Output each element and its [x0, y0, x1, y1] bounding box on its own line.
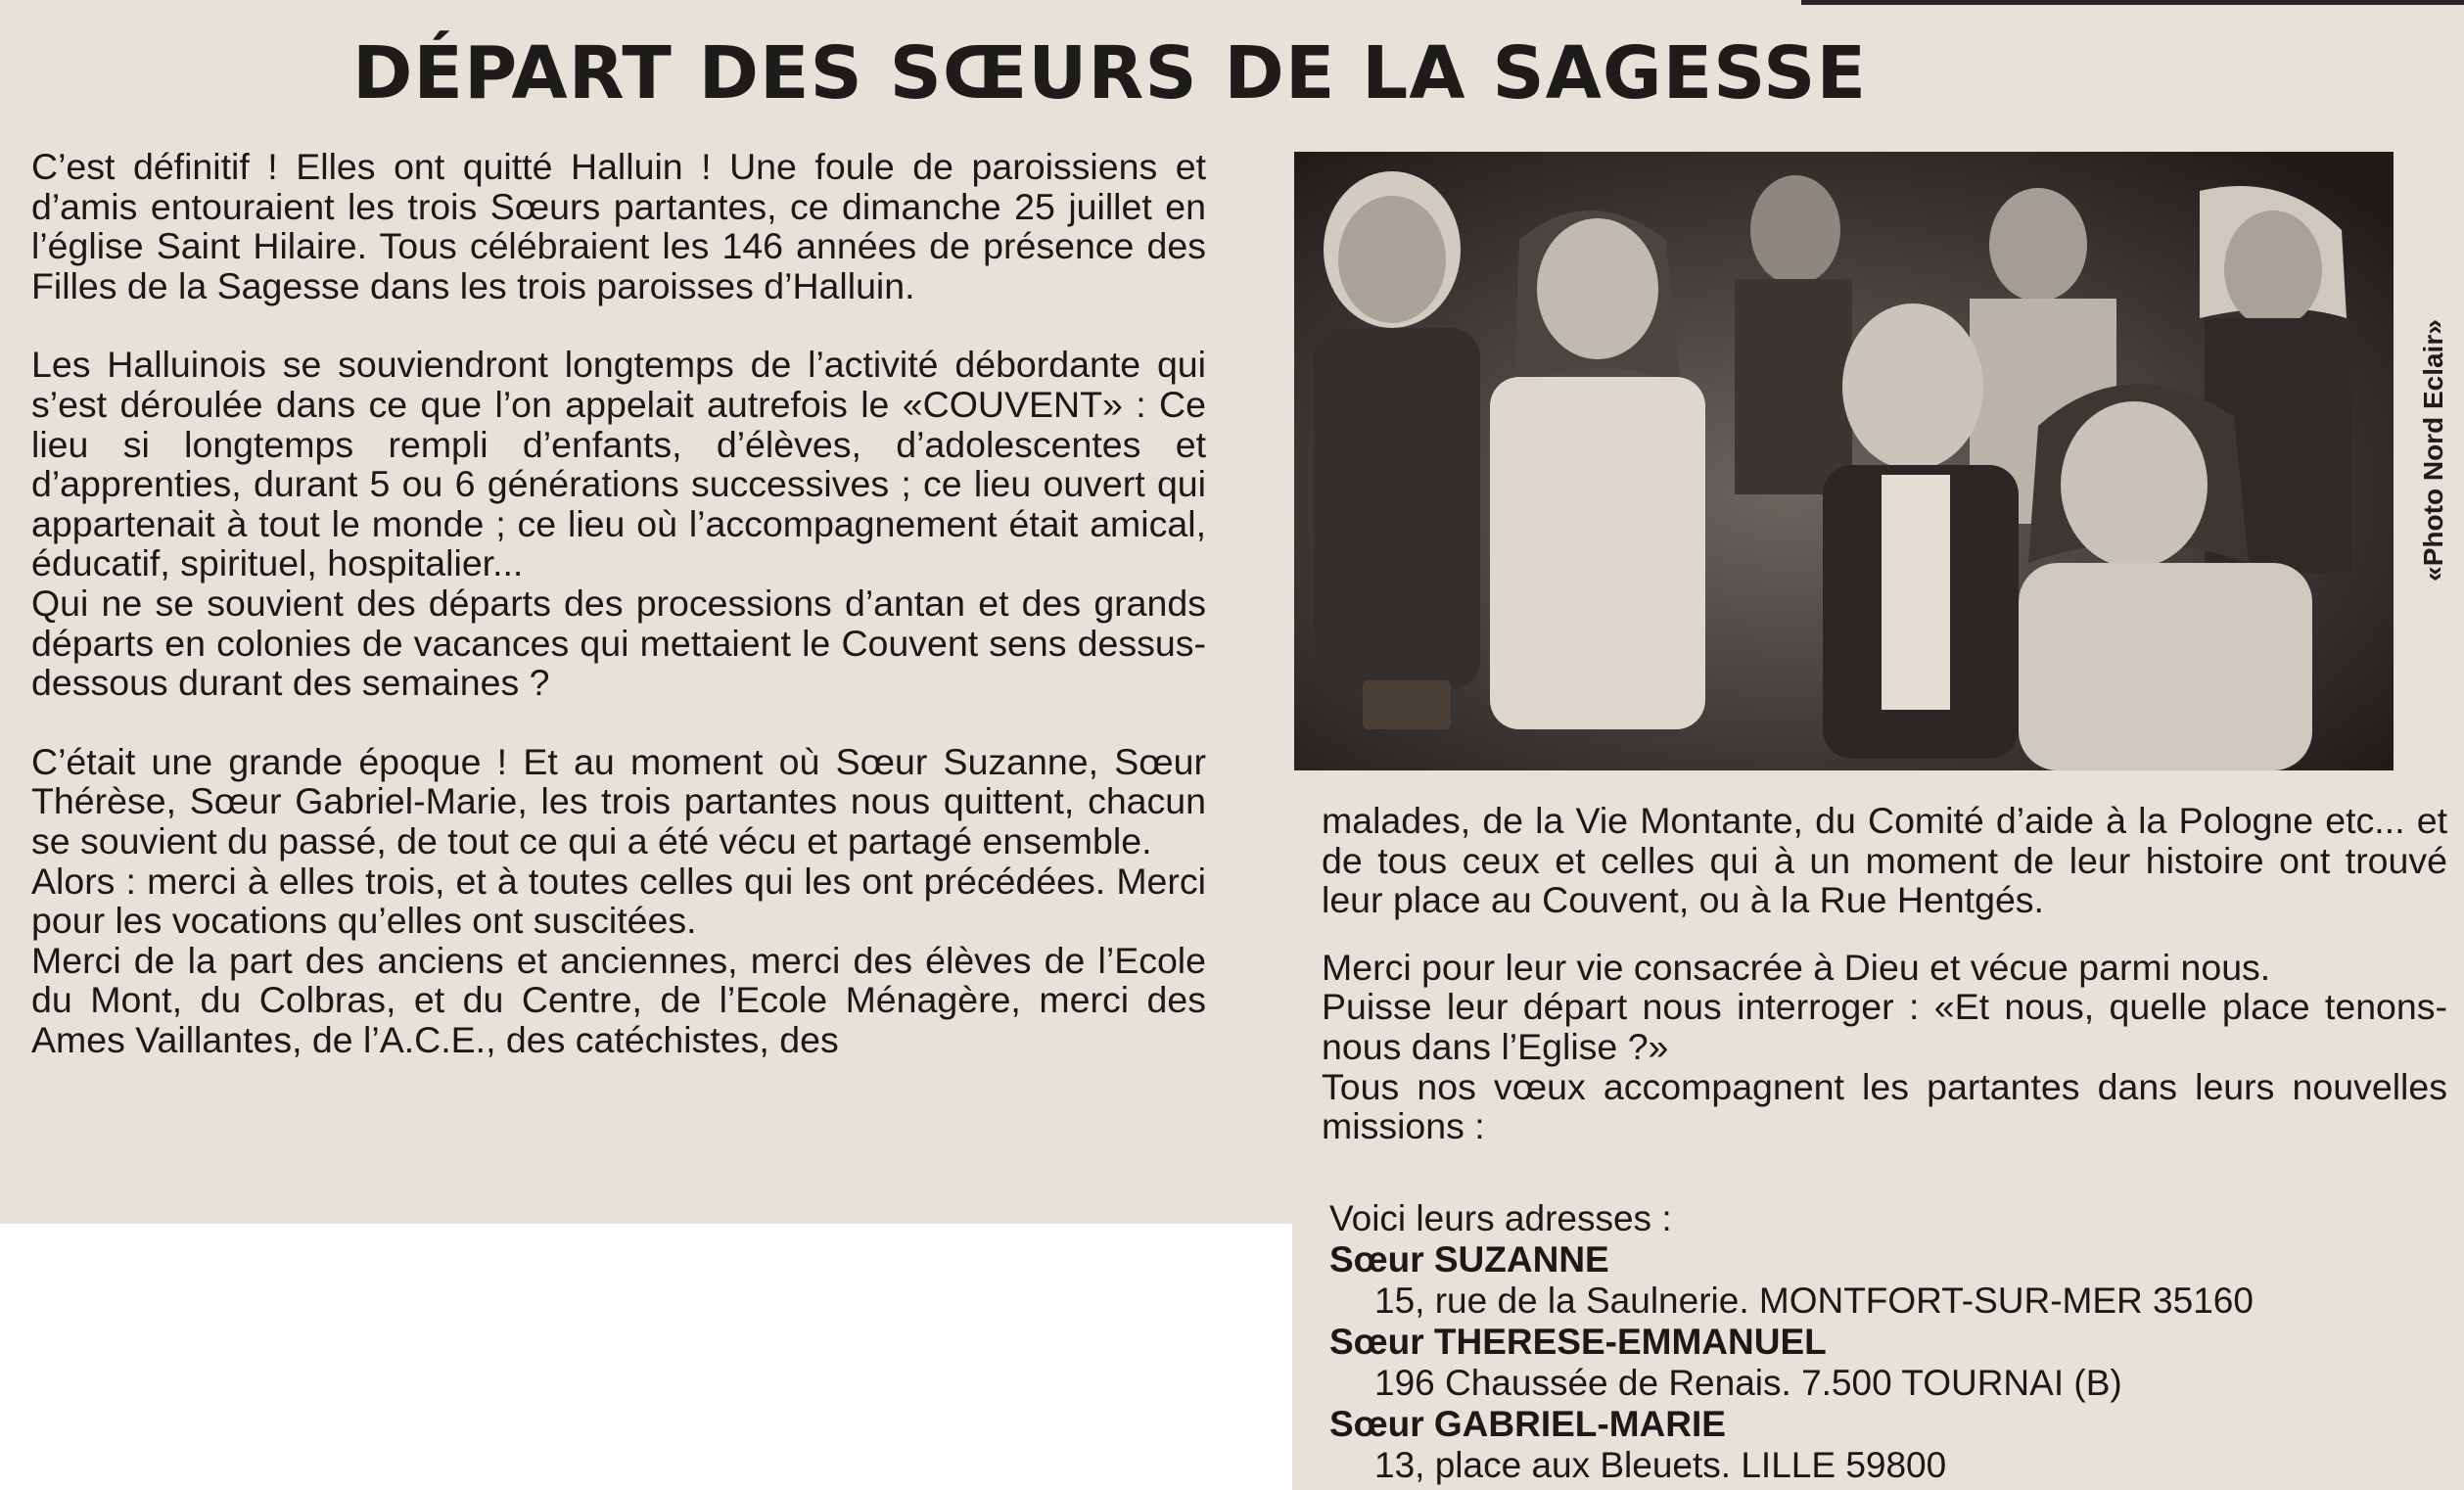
address-name: Sœur SUZANNE [1329, 1239, 1609, 1280]
top-rule [1801, 0, 2464, 5]
paragraph-8: Merci pour leur vie consacrée à Dieu et vécue parmi nous. [1322, 946, 2271, 988]
right-column [1322, 801, 2447, 1146]
news-photo [1294, 152, 2394, 770]
headline: DÉPART DES SŒURS DE LA SAGESSE [352, 31, 1867, 116]
paragraph-9: Puisse leur départ nous interroger : «Et nous, quelle place tenons-nous dans l’Eglise ?» [1322, 986, 2447, 1067]
address-list [1329, 1198, 2445, 1486]
address-street: 196 Chaussée de Renais. 7.500 TOURNAI (B) [1374, 1363, 2122, 1403]
left-column [31, 147, 1206, 1059]
paragraph-3: Qui ne se souvient des départs des processions d’antan et des grands départs en colonies de vacances qui mettaient le Couvent sens dessus-dessous durant des semaines ? [31, 582, 1206, 704]
address-street: 13, place aux Bleuets. LILLE 59800 [1374, 1445, 1947, 1485]
address-name: Sœur GABRIEL-MARIE [1329, 1404, 1726, 1444]
paragraph-4: C’était une grande époque ! Et au moment où Sœur Suzanne, Sœur Thérèse, Sœur Gabriel-Marie, les trois partantes nous quittent, chacun se souvient du passé, de tout ce qui a été vécu et partagé ensemble. [31, 740, 1206, 861]
paragraph-5: Alors : merci à elles trois, et à toutes celles qui les ont précédées. Merci pour les vocations qu’elles ont suscitées. [31, 860, 1206, 942]
paragraph-6: Merci de la part des anciens et anciennes, merci des élèves de l’Ecole du Mont, du Colbras, et du Centre, de l’Ecole Ménagère, merci des Ames Vaillantes, de l’A.C.E., des catéchistes, des [31, 939, 1206, 1060]
paragraph-2: Les Halluinois se souviendront longtemps de l’activité débordante qui s’est déroulée dans ce que l’on appelait autrefois le «COUVENT» : Ce lieu si longtemps rempli d’enfants, d’élèves, d’adolescentes et d’apprenties, durant 5 ou 6 générations successives ; ce lieu ouvert qui appartenait à tout le monde ; ce lieu où l’accompagnement était amical, éducatif, spirituel, hospitalier... [31, 344, 1206, 584]
paragraph-1: C’est définitif ! Elles ont quitté Halluin ! Une foule de paroissiens et d’amis entouraient les trois Sœurs partantes, ce dimanche 25 juillet en l’église Saint Hilaire. Tous célébraient les 146 années de présence des Filles de la Sagesse dans les trois paroisses d’Halluin. [31, 146, 1206, 306]
photo-credit-text: «Photo Nord Eclair» [2418, 319, 2448, 582]
paragraph-10: Tous nos vœux accompagnent les partantes dans leurs nouvelles missions : [1322, 1065, 2447, 1147]
blank-area [0, 1224, 1292, 1490]
address-street: 15, rue de la Saulnerie. MONTFORT-SUR-MER 35160 [1374, 1280, 2254, 1321]
photo-illustration [1294, 152, 2394, 770]
address-intro: Voici leurs adresses : [1329, 1198, 1672, 1238]
paragraph-7: malades, de la Vie Montante, du Comité d’aide à la Pologne etc... et de tous ceux et celles qui à un moment de leur histoire ont trouvé leur place au Couvent, ou à la Rue Hentgés. [1322, 800, 2447, 921]
address-name: Sœur THERESE-EMMANUEL [1329, 1322, 1827, 1362]
